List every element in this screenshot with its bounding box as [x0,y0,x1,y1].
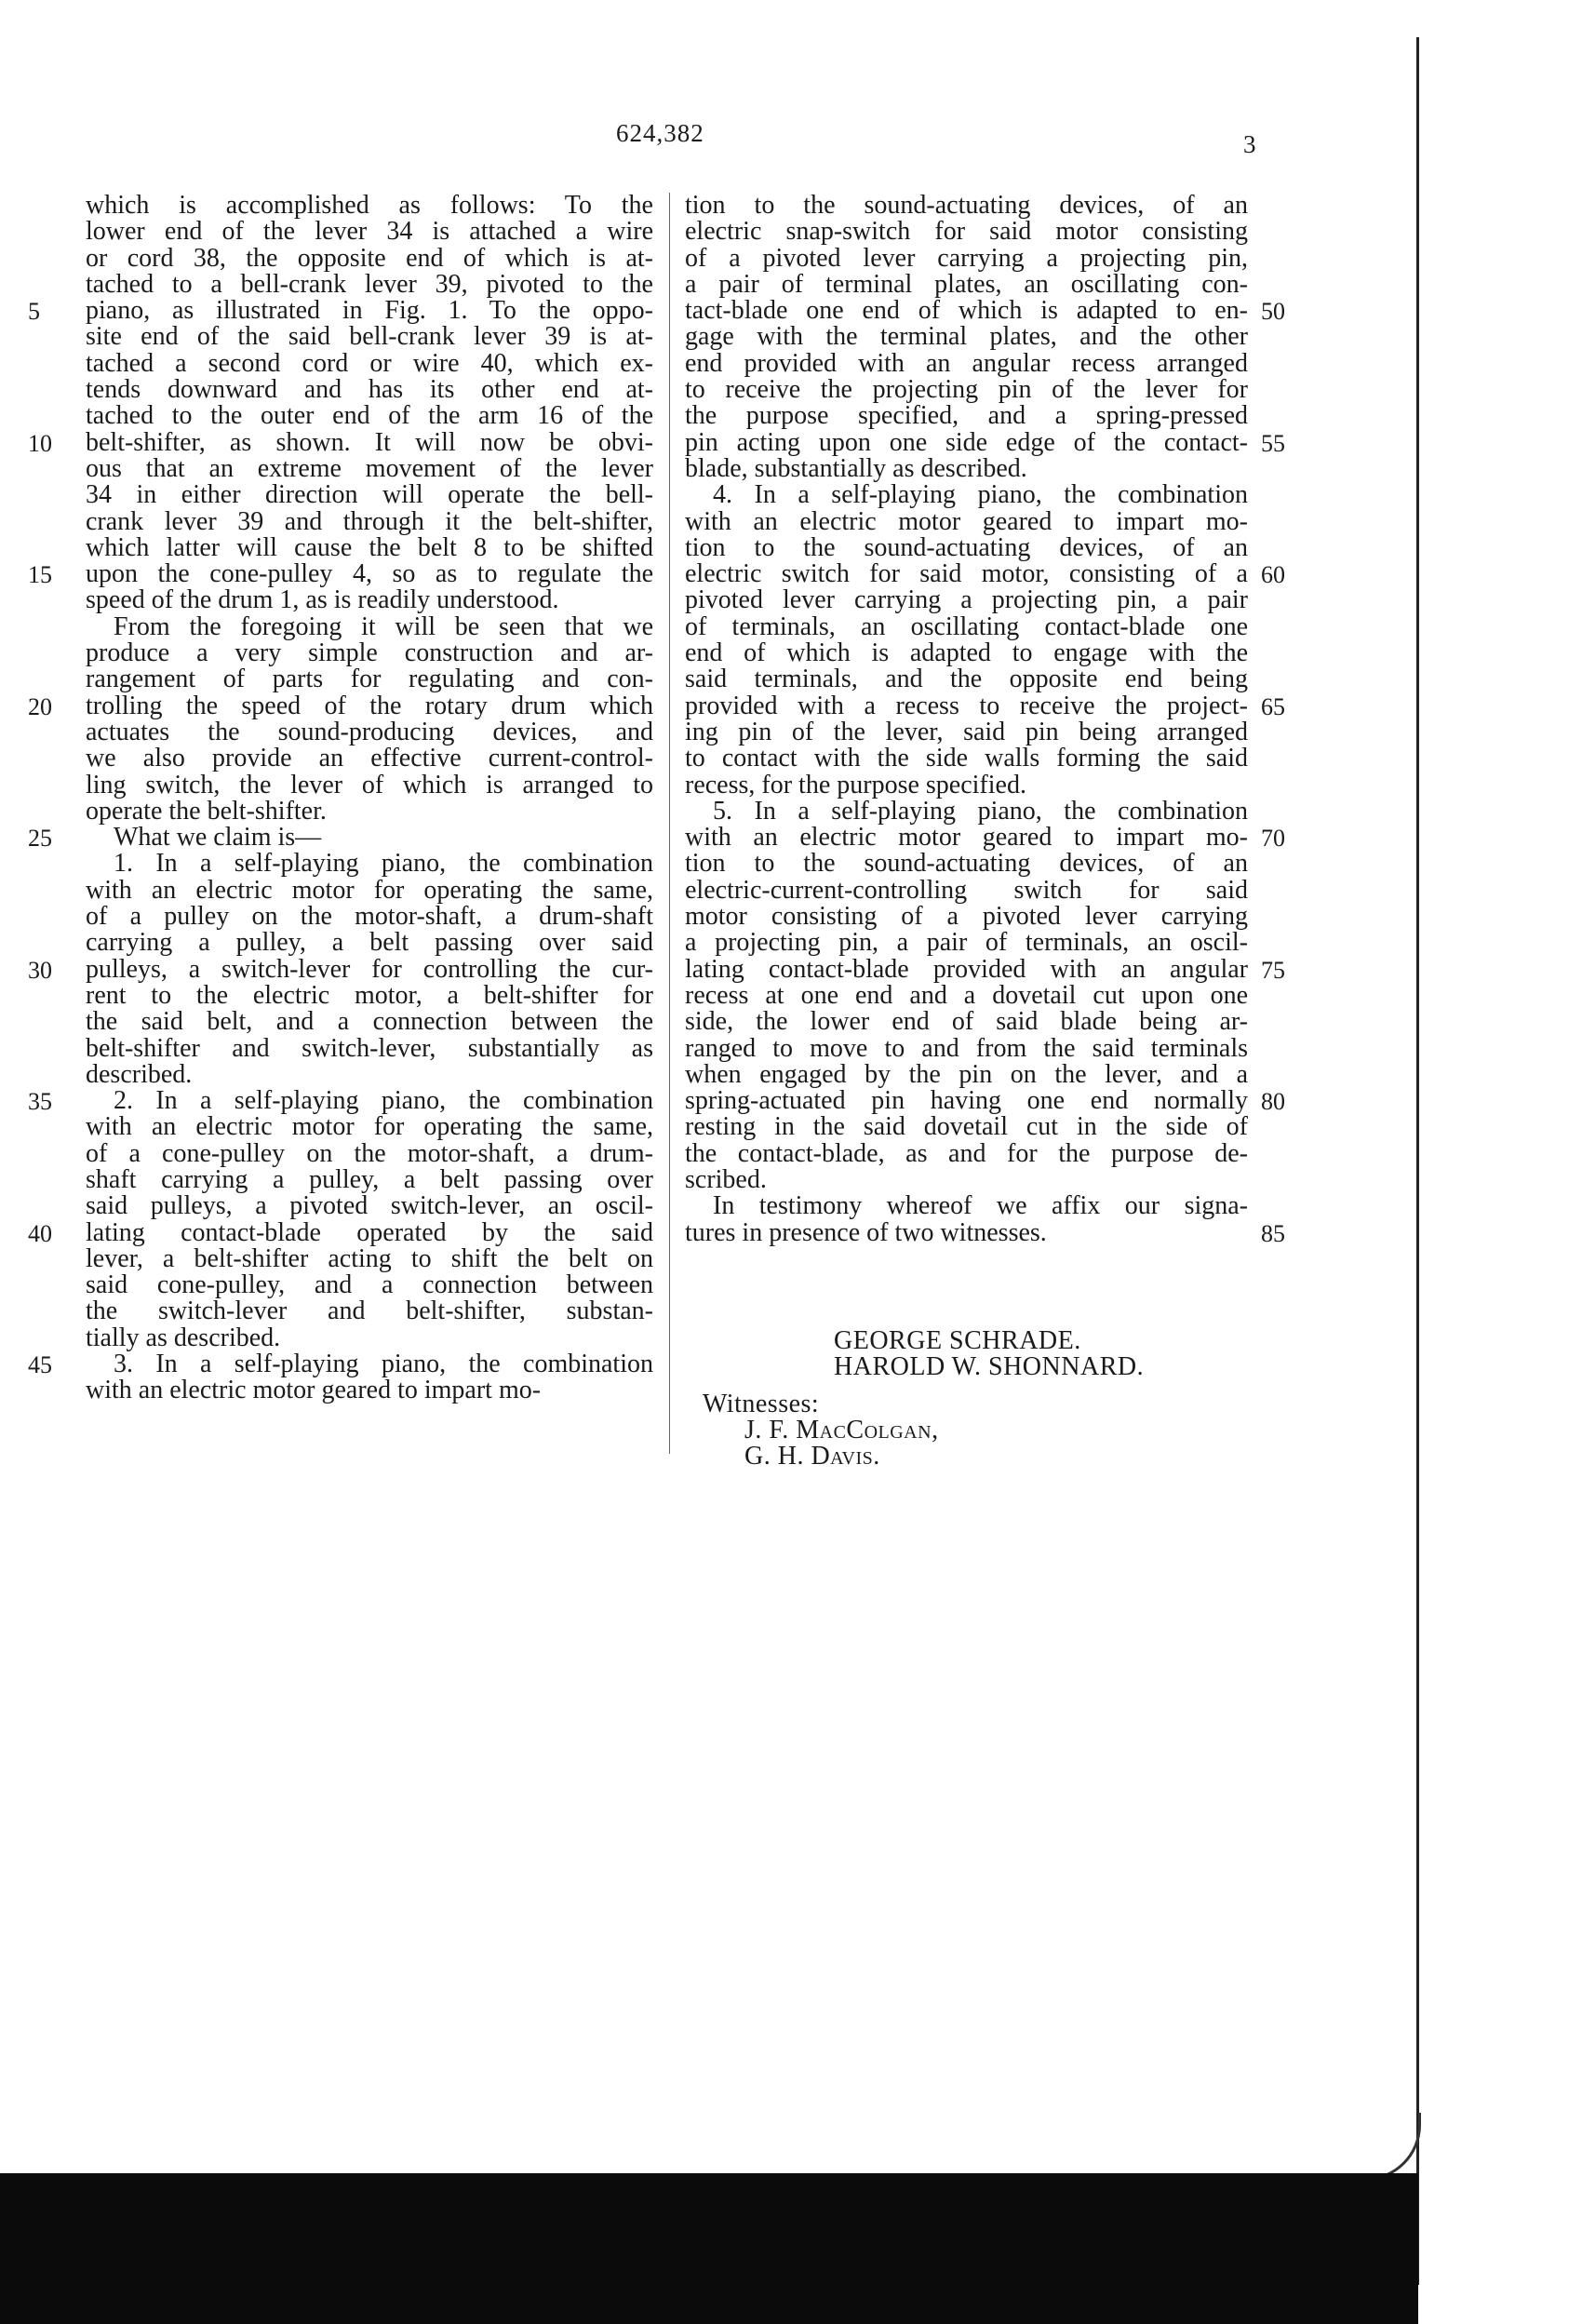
witnesses-label: Witnesses: [703,1390,820,1418]
text-line: tached to a bell-crank lever 39, pivoted to the [86,269,653,299]
inventor-signature-2: HAROLD W. SHONNARD. [834,1352,1145,1381]
witness-signature-1: J. F. MacColgan, [744,1416,939,1444]
text-line: said pulleys, a pivoted switch-lever, an oscil- [86,1191,653,1221]
text-line: lever, a belt-shifter acting to shift the belt on [86,1243,653,1273]
text-line: belt-shifter, as shown. It will now be obvi- [86,427,653,457]
text-line: said cone-pulley, and a connection between [86,1270,653,1300]
text-line: with an electric motor for operating the same, [86,875,653,905]
text-line: tially as described. [86,1323,281,1352]
text-line: lating contact-blade operated by the said [86,1217,653,1247]
text-line: produce a very simple construction and ar- [86,638,653,668]
line-number: 25 [28,825,52,852]
line-number: 50 [1261,298,1285,325]
text-line: or cord 38, the opposite end of which is at- [86,243,653,273]
text-line: From the foregoing it will be seen that we [114,611,653,641]
scan-bottom-band [0,2173,1418,2324]
line-number: 85 [1261,1219,1285,1247]
text-line: operate the belt-shifter. [86,796,327,826]
text-line: which is accomplished as follows: To the [86,191,653,220]
text-line: site end of the said bell-crank lever 39 is at- [86,322,653,352]
line-number: 45 [28,1351,52,1378]
text-line: pulleys, a switch-lever for controlling the cur- [86,954,653,984]
line-number: 30 [28,956,52,984]
text-line: ing pin of the lever, said pin being arranged [685,717,1248,746]
text-line: lating contact-blade provided with an angular [685,954,1248,984]
text-line: tached to the outer end of the arm 16 of the [86,401,653,431]
text-line: actuates the sound-producing devices, and [86,717,653,746]
text-line: electric snap-switch for said motor consisting [685,217,1248,247]
line-number: 40 [28,1219,52,1247]
text-line: of terminals, an oscillating contact-blade one [685,611,1248,641]
line-number: 60 [1261,561,1285,588]
text-line: we also provide an effective current-control- [86,744,653,773]
text-line: recess at one end and a dovetail cut upon one [685,980,1248,1010]
text-line: tion to the sound-actuating devices, of an [685,532,1248,562]
text-line: In testimony whereof we affix our signa- [713,1191,1248,1221]
right-text-column [685,193,1248,1246]
text-line: rent to the electric motor, a belt-shifter for [86,980,653,1010]
text-line: with an electric motor geared to impart mo- [86,1376,542,1405]
text-line: with an electric motor geared to impart mo- [685,823,1248,853]
line-number: 35 [28,1088,52,1115]
text-line: tached a second cord or wire 40, which ex- [86,348,653,378]
page-edge-line [1416,37,1419,2285]
text-line: ous that an extreme movement of the lever [86,453,653,483]
text-line: the said belt, and a connection between the [86,1007,653,1037]
text-line: speed of the drum 1, as is readily understood. [86,585,559,615]
text-line: tion to the sound-actuating devices, of an [685,191,1248,220]
text-line: side, the lower end of said blade being ar- [685,1007,1248,1037]
text-line: piano, as illustrated in Fig. 1. To the oppo- [86,296,653,326]
text-line: blade, substantially as described. [685,453,1027,483]
text-line: with an electric motor geared to impart mo- [685,506,1248,536]
text-line: the switch-lever and belt-shifter, substan- [86,1296,653,1326]
line-number: 20 [28,692,52,720]
text-line: pin acting upon one side edge of the contact- [685,427,1248,457]
text-line: tends downward and has its other end at- [86,375,653,405]
text-line: of a pulley on the motor-shaft, a drum-shaft [86,902,653,932]
text-line: said terminals, and the opposite end being [685,665,1248,694]
inventor-signature-1: GEORGE SCHRADE. [834,1326,1081,1355]
line-number: 70 [1261,825,1285,852]
text-line: 5. In a self-playing piano, the combination [713,796,1248,826]
text-line: scribed. [685,1164,767,1194]
page-corner-curl [1340,2113,1421,2181]
patent-number: 624,382 [616,119,704,147]
line-number: 10 [28,429,52,457]
text-line: 3. In a self-playing piano, the combination [114,1350,653,1379]
text-line: ranged to move to and from the said terminals [685,1033,1248,1063]
text-line: shaft carrying a pulley, a belt passing over [86,1164,653,1194]
column-divider [669,193,670,1454]
text-line: a pair of terminal plates, an oscillating con- [685,269,1248,299]
text-line: resting in the said dovetail cut in the side of [685,1112,1248,1142]
text-line: end provided with an angular recess arranged [685,348,1248,378]
text-line: 4. In a self-playing piano, the combination [713,480,1248,510]
text-line: when engaged by the pin on the lever, and a [685,1059,1248,1089]
text-line: rangement of parts for regulating and con- [86,665,653,694]
text-line: tact-blade one end of which is adapted to en- [685,296,1248,326]
text-line: which latter will cause the belt 8 to be shifted [86,532,653,562]
text-line: 2. In a self-playing piano, the combination [114,1086,653,1116]
line-number: 15 [28,561,52,588]
text-line: tures in presence of two witnesses. [685,1217,1047,1247]
line-number: 75 [1261,956,1285,984]
text-line: lower end of the lever 34 is attached a wire [86,217,653,247]
text-line: crank lever 39 and through it the belt-shifter, [86,506,653,536]
line-number: 5 [28,298,40,325]
text-line: of a pivoted lever carrying a projecting pin, [685,243,1248,273]
text-line: pivoted lever carrying a projecting pin, a pair [685,585,1248,615]
text-line: end of which is adapted to engage with the [685,638,1248,668]
line-number: 65 [1261,692,1285,720]
left-text-column [86,193,653,1404]
text-line: upon the cone-pulley 4, so as to regulate the [86,559,653,589]
text-line: the contact-blade, as and for the purpose de- [685,1138,1248,1168]
text-line: to receive the projecting pin of the lever for [685,375,1248,405]
text-line: trolling the speed of the rotary drum which [86,691,653,720]
text-line: belt-shifter and switch-lever, substantially as [86,1033,653,1063]
text-line: spring-actuated pin having one end normally [685,1086,1248,1116]
page-number: 3 [1243,130,1256,158]
text-line: with an electric motor for operating the same, [86,1112,653,1142]
text-line: motor consisting of a pivoted lever carrying [685,902,1248,932]
line-number: 55 [1261,429,1285,457]
text-line: recess, for the purpose specified. [685,770,1026,799]
text-line: What we claim is— [114,823,322,853]
text-line: electric switch for said motor, consisting of a [685,559,1248,589]
text-line: provided with a recess to receive the project- [685,691,1248,720]
text-line: electric-current-controlling switch for said [685,875,1248,905]
text-line: to contact with the side walls forming the said [685,744,1248,773]
text-line: 34 in either direction will operate the bell- [86,480,653,510]
witness-signature-2: G. H. Davis. [744,1442,880,1471]
text-line: the purpose specified, and a spring-pressed [685,401,1248,431]
text-line: 1. In a self-playing piano, the combination [114,849,653,879]
line-number: 80 [1261,1088,1285,1115]
text-line: a projecting pin, a pair of terminals, an oscil- [685,928,1248,958]
text-line: described. [86,1059,193,1089]
text-line: gage with the terminal plates, and the other [685,322,1248,352]
text-line: of a cone-pulley on the motor-shaft, a drum- [86,1138,653,1168]
text-line: carrying a pulley, a belt passing over said [86,928,653,958]
text-line: ling switch, the lever of which is arranged to [86,770,653,799]
text-line: tion to the sound-actuating devices, of an [685,849,1248,879]
